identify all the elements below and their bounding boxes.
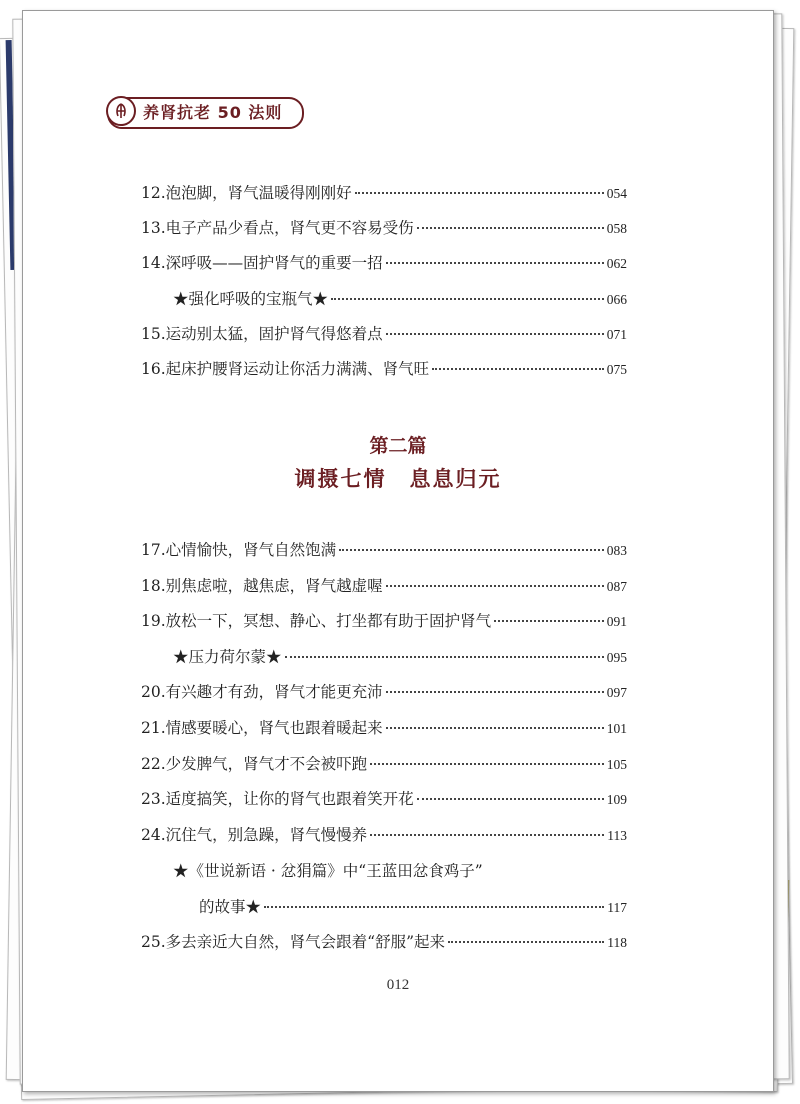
entry-title: 的故事★	[199, 898, 262, 916]
leader-dots	[285, 656, 604, 658]
entry-page: 101	[606, 721, 627, 736]
entry-title: 心情愉快，肾气自然饱满	[165, 541, 337, 559]
entry-title: 少发脾气，肾气才不会被吓跑	[165, 755, 368, 773]
part-label: 第二篇	[369, 435, 427, 457]
toc-entry[interactable]	[141, 823, 627, 847]
entry-number: 12.	[141, 184, 166, 202]
toc-entry[interactable]	[141, 930, 627, 954]
toc-subentry[interactable]	[173, 287, 627, 311]
entry-title: 起床护腰肾运动让你活力满满、肾气旺	[165, 360, 430, 378]
entry-page: 075	[606, 362, 627, 377]
entry-number: 16.	[141, 360, 166, 378]
leader-dots	[370, 763, 604, 765]
entry-page: 087	[606, 579, 627, 594]
entry-page: 113	[607, 828, 627, 843]
entry-page: 062	[606, 256, 627, 271]
leader-dots	[386, 691, 604, 693]
entry-number: 22.	[141, 755, 166, 773]
entry-page: 091	[606, 614, 627, 629]
leader-dots	[386, 333, 604, 335]
page-number: 012	[386, 977, 410, 993]
entry-title: 泡泡脚，肾气温暖得刚刚好	[165, 184, 352, 202]
leader-dots	[339, 549, 604, 551]
book-logo-icon	[106, 96, 136, 126]
leader-dots	[386, 727, 604, 729]
entry-page: 109	[606, 792, 627, 807]
entry-page: 097	[606, 685, 627, 700]
entry-page: 105	[606, 757, 627, 772]
toc-subentry[interactable]	[173, 859, 627, 883]
entry-number: 18.	[141, 577, 166, 595]
entry-page: 066	[606, 292, 627, 307]
entry-title: 电子产品少看点，肾气更不容易受伤	[165, 219, 414, 237]
entry-number: 20.	[141, 683, 166, 701]
part-name: 调摄七情 息息归元	[294, 466, 502, 491]
entry-title: 情感要暖心，肾气也跟着暖起来	[165, 719, 383, 737]
entry-number: 17.	[141, 541, 166, 559]
running-header	[107, 97, 302, 127]
toc-entry[interactable]	[141, 216, 627, 240]
book-title: 养肾抗老 50 法则	[143, 103, 283, 122]
entry-page: 071	[606, 327, 627, 342]
toc-entry[interactable]	[141, 752, 627, 776]
entry-number: 23.	[141, 790, 166, 808]
entry-number: 14.	[141, 254, 166, 272]
toc-entry[interactable]	[141, 609, 627, 633]
leader-dots	[264, 906, 604, 908]
entry-title: 运动别太猛，固护肾气得悠着点	[165, 325, 383, 343]
leader-dots	[355, 192, 604, 194]
entry-number: 19.	[141, 612, 166, 630]
leader-dots	[417, 227, 604, 229]
entry-title: ★强化呼吸的宝瓶气★	[173, 290, 329, 308]
entry-number: 21.	[141, 719, 166, 737]
leader-dots	[417, 798, 604, 800]
entry-page: 117	[607, 900, 627, 915]
leader-dots	[386, 262, 604, 264]
toc-entry[interactable]	[141, 680, 627, 704]
toc-entry[interactable]	[141, 357, 627, 381]
toc-entry[interactable]	[141, 574, 627, 598]
toc-entry[interactable]	[141, 251, 627, 275]
entry-number: 15.	[141, 325, 166, 343]
entry-page: 083	[606, 543, 627, 558]
toc-subentry[interactable]	[173, 645, 627, 669]
entry-title: 放松一下，冥想、静心、打坐都有助于固护肾气	[165, 612, 492, 630]
leader-dots	[386, 585, 604, 587]
entry-title: 适度搞笑，让你的肾气也跟着笑开花	[165, 790, 414, 808]
toc-entry[interactable]	[141, 181, 627, 205]
toc-subentry-continued[interactable]	[199, 895, 627, 919]
toc-entry[interactable]	[141, 538, 627, 562]
leader-dots	[494, 620, 604, 622]
toc-entry[interactable]	[141, 716, 627, 740]
entry-title: ★《世说新语 · 忿狷篇》中“王蓝田忿食鸡子”	[173, 862, 483, 880]
entry-number: 24.	[141, 826, 166, 844]
entry-number: 13.	[141, 219, 166, 237]
entry-title: 别焦虑啦，越焦虑，肾气越虚喔	[165, 577, 383, 595]
leader-dots	[370, 834, 604, 836]
book-page	[22, 10, 774, 1092]
leader-dots	[331, 298, 604, 300]
entry-page: 095	[606, 650, 627, 665]
toc-entry[interactable]	[141, 787, 627, 811]
entry-title: ★压力荷尔蒙★	[173, 648, 282, 666]
entry-page: 054	[606, 186, 627, 201]
entry-number: 25.	[141, 933, 166, 951]
entry-page: 058	[606, 221, 627, 236]
entry-title: 深呼吸——固护肾气的重要一招	[165, 254, 383, 272]
entry-title: 多去亲近大自然，肾气会跟着“舒服”起来	[165, 933, 446, 951]
entry-title: 沉住气，别急躁，肾气慢慢养	[165, 826, 368, 844]
toc-entry[interactable]	[141, 322, 627, 346]
entry-page: 118	[607, 935, 627, 950]
leader-dots	[432, 368, 604, 370]
entry-title: 有兴趣才有劲，肾气才能更充沛	[165, 683, 383, 701]
leader-dots	[448, 941, 604, 943]
